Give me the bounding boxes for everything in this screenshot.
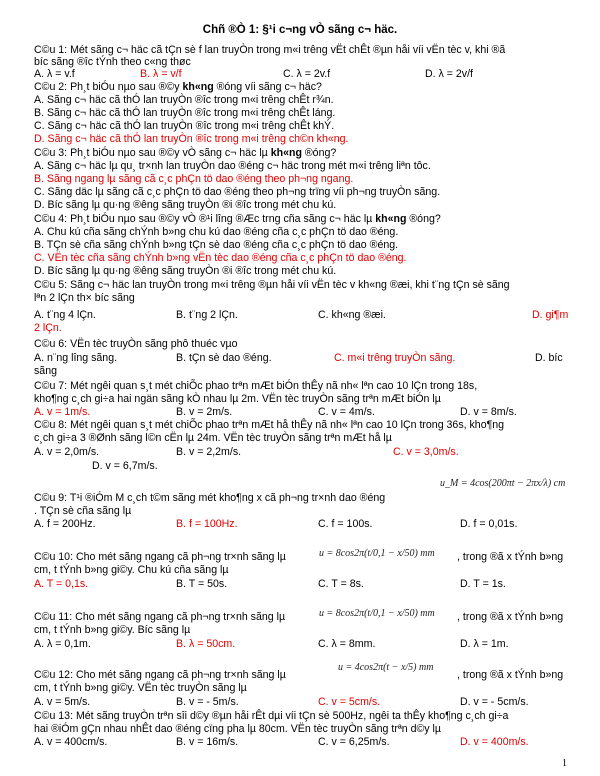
q7-option-a-answer: A. v = 1m/s. (34, 406, 91, 418)
q4-option-a: A. Chu kú cña sãng chÝnh b»ng chu kú dao ®éng cña c¸c phÇn tö dao ®éng. (34, 226, 399, 238)
q5-option-d-answer: D. gi¶m (532, 309, 569, 321)
q9-option-a: A. f = 200Hz. (34, 518, 96, 530)
q10-stem-line1b: , trong ®ã x tÝnh b»ng (457, 551, 564, 563)
q13-stem-line2: hai ®iÓm gÇn nhau nhÊt dao ®éng cïng pha lµ 80cm. VËn tèc truyÒn sãng trªn d©y lµ (34, 723, 442, 735)
q3-option-d: D. Bíc sãng lµ qu·ng ®êng sãng truyÒn ®i ®îc trong mét chu kú. (34, 199, 337, 211)
q2-option-d-answer: D. Sãng c¬ häc cã thÓ lan truyÒn ®îc trong m«i trêng ch©n kh«ng. (34, 133, 349, 145)
q12-option-a: A. v = 5m/s. (34, 696, 91, 708)
q12-option-d: D. v = - 5cm/s. (460, 696, 529, 708)
q1-option-a: A. λ = v.f (34, 68, 75, 80)
q3-option-c: C. Sãng däc lµ sãng cã c¸c phÇn tö dao ®éng theo ph¬ng trïng víi ph¬ng truyÒn sãng. (34, 186, 441, 198)
q11-stem-line1: C©u 11: Cho mét sãng ngang cã ph¬ng tr×nh sãng lµ (34, 611, 286, 623)
q10-option-c: C. T = 8s. (318, 578, 364, 590)
q1-option-b-answer: B. λ = v/f (140, 68, 182, 80)
q5-stem-line1: C©u 5: Sãng c¬ häc lan truyÒn trong m«i trêng ®µn håi víi vËn tèc v kh«ng ®æi, khi t¨ng tÇn sè sãng (34, 279, 510, 291)
q3-option-b-answer: B. Sãng ngang lµ sãng cã c¸c phÇn tö dao ®éng theo ph¬ng ngang. (34, 173, 354, 185)
q2-option-b: B. Sãng c¬ häc cã thÓ lan truyÒn ®îc trong m«i trêng chÊt láng. (34, 107, 336, 119)
page-title: Chñ ®Ò 1: §¹i c¬ng vÒ sãng c¬ häc. (202, 24, 398, 36)
q8-option-a: A. v = 2,0m/s. (34, 446, 100, 458)
q3-stem: C©u 3: Ph¸t biÓu nµo sau ®©y vÒ sãng c¬ häc lµ kh«ng ®óng? (34, 147, 337, 159)
q10-option-d: D. T = 1s. (460, 578, 506, 590)
q4-option-b: B. TÇn sè cña sãng chÝnh b»ng tÇn sè dao ®éng cña c¸c phÇn tö dao ®éng. (34, 239, 399, 251)
q5-option-c: C. kh«ng ®æi. (318, 309, 386, 321)
q7-option-d: D. v = 8m/s. (460, 406, 517, 418)
q11-option-d: D. λ = 1m. (460, 638, 509, 650)
q11-option-b-answer: B. λ = 50cm. (176, 638, 236, 650)
q9-option-b-answer: B. f = 100Hz. (176, 518, 238, 530)
q9-option-d: D. f = 0,01s. (460, 518, 518, 530)
q2-option-c: C. Sãng c¬ häc cã thÓ lan truyÒn ®îc trong m«i trêng chÊt khÝ. (34, 120, 335, 132)
page-number: 1 (562, 758, 567, 769)
q8-option-d: D. v = 6,7m/s. (92, 460, 158, 472)
q11-option-a: A. λ = 0,1m. (34, 638, 91, 650)
q10-stem-line2: cm, t tÝnh b»ng gi©y. Chu kú cña sãng lµ (34, 564, 229, 576)
q7-option-b: B. v = 2m/s. (176, 406, 233, 418)
q10-option-b: B. T = 50s. (176, 578, 228, 590)
q4-option-c-answer: C. VËn tèc cña sãng chÝnh b»ng vËn tèc dao ®éng cña c¸c phÇn tö dao ®éng. (34, 252, 407, 264)
q8-stem-line2: c¸ch gi÷a 3 ®Ønh sãng l©n cËn lµ 24m. VËn tèc truyÒn sãng trªn mÆt hå lµ (34, 432, 392, 444)
q13-option-d-answer: D. v = 400m/s. (460, 736, 529, 748)
q2-stem: C©u 2: Ph¸t biÓu nµo sau ®©y kh«ng ®óng víi sãng c¬ häc? (34, 81, 322, 93)
q12-stem-line1b: , trong ®ã x tÝnh b»ng (457, 669, 564, 681)
q5-option-b: B. t¨ng 2 lÇn. (176, 309, 238, 321)
q13-option-a: A. v = 400cm/s. (34, 736, 108, 748)
q11-stem-line2: cm, t tÝnh b»ng gi©y. Bíc sãng lµ (34, 624, 191, 636)
q8-option-b: B. v = 2,2m/s. (176, 446, 242, 458)
q7-option-c: C. v = 4m/s. (318, 406, 375, 418)
q11-option-c: C. λ = 8mm. (318, 638, 376, 650)
q6-stem: C©u 6: VËn tèc truyÒn sãng phô thuéc vµo (34, 338, 238, 350)
q10-option-a-answer: A. T = 0,1s. (34, 578, 89, 590)
q12-stem-line2: cm, t tÝnh b»ng gi©y. VËn tèc truyÒn sãng lµ (34, 682, 247, 694)
q9-formula: u_M = 4cos(200πt − 2πx/λ) cm (440, 478, 566, 489)
q11-formula: u = 8cos2π(t/0,1 − x/50) mm (319, 608, 435, 619)
q13-option-c: C. v = 6,25m/s. (318, 736, 390, 748)
q13-stem-line1: C©u 13: Mét sãng truyÒn trªn sîi d©y ®µn håi rÊt dµi víi tÇn sè 500Hz, ngêi ta thÊy kho¶ng c¸ch gi÷a (34, 710, 509, 722)
q1-option-c: C. λ = 2v.f (283, 68, 331, 80)
q12-formula: u = 4cos2π(t − x/5) mm (338, 662, 434, 673)
q7-stem-line1: C©u 7: Mét ngêi quan s¸t mét chiÕc phao trªn mÆt biÓn thÊy nã nh« lªn cao 10 lÇn trong 18s, (34, 380, 478, 392)
q9-option-c: C. f = 100s. (318, 518, 373, 530)
q9-stem-line2: . TÇn sè cña sãng lµ (34, 505, 132, 517)
q10-formula: u = 8cos2π(t/0,1 − x/50) mm (319, 548, 435, 559)
q1-stem-line1: C©u 1: Mét sãng c¬ häc cã tÇn sè f lan truyÒn trong m«i trêng vËt chÊt ®µn håi víi vËn tèc v, khi ®ã (34, 44, 506, 56)
q12-option-b: B. v = - 5m/s. (176, 696, 239, 708)
q6-option-b: B. tÇn sè dao ®éng. (176, 352, 272, 364)
q5-option-a: A. t¨ng 4 lÇn. (34, 309, 96, 321)
q1-option-d: D. λ = 2v/f (425, 68, 473, 80)
q5-option-d-answer-cont: 2 lÇn. (34, 322, 62, 334)
q4-stem: C©u 4: Ph¸t biÓu nµo sau ®©y vÒ ®¹i lîng ®Æc trng cña sãng c¬ häc lµ kh«ng ®óng? (34, 213, 441, 225)
q12-stem-line1: C©u 12: Cho mét sãng ngang cã ph¬ng tr×nh sãng lµ (34, 669, 286, 681)
q12-option-c-answer: C. v = 5cm/s. (318, 696, 381, 708)
q10-stem-line1: C©u 10: Cho mét sãng ngang cã ph¬ng tr×nh sãng lµ (34, 551, 286, 563)
q6-option-a: A. n¨ng lîng sãng. (34, 352, 118, 364)
q6-option-d: D. bíc (535, 352, 563, 364)
q13-option-b: B. v = 16m/s. (176, 736, 239, 748)
q9-stem-line1: C©u 9: T¹i ®iÓm M c¸ch t©m sãng mét kho¶ng x cã ph¬ng tr×nh dao ®éng (34, 492, 386, 504)
q5-stem-line2: lªn 2 lÇn th× bíc sãng (34, 292, 135, 304)
q4-option-d: D. Bíc sãng lµ qu·ng ®êng sãng truyÒn ®i ®îc trong mét chu kú. (34, 265, 337, 277)
q11-stem-line1b: , trong ®ã x tÝnh b»ng (457, 611, 564, 623)
q7-stem-line2: kho¶ng c¸ch gi÷a hai ngän sãng kÒ nhau lµ 2m. VËn tèc truyÒn sãng trªn mÆt biÓn lµ (34, 393, 441, 405)
q1-stem-line2: bíc sãng ®îc tÝnh theo c«ng thøc (34, 56, 191, 68)
q3-option-a: A. Sãng c¬ häc lµ qu¸ tr×nh lan truyÒn dao ®éng c¬ häc trong mét m«i trêng liªn tôc. (34, 160, 431, 172)
q2-option-a: A. Sãng c¬ häc cã thÓ lan truyÒn ®îc trong m«i trêng chÊt r¾n. (34, 94, 334, 106)
q8-option-c-answer: C. v = 3,0m/s. (393, 446, 459, 458)
q6-option-c-answer: C. m«i trêng truyÒn sãng. (334, 352, 456, 364)
q8-stem-line1: C©u 8: Mét ngêi quan s¸t mét chiÕc phao trªn mÆt hå thÊy nã nh« lªn cao 10 lÇn trong 36s, kho¶ng (34, 419, 505, 431)
q6-option-d-cont: sãng (34, 365, 57, 377)
